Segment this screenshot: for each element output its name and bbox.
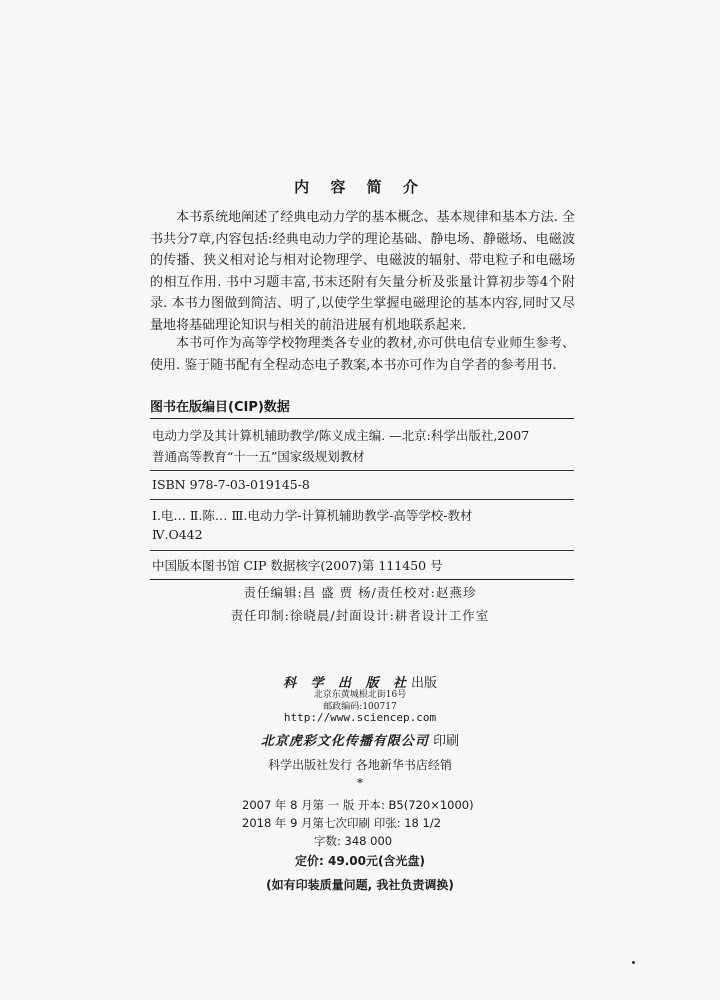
edition-word-count: 字数: 348 000 <box>314 834 393 848</box>
printer-suffix: 印刷 <box>433 734 460 749</box>
edition-line-2: 2018 年 9 月第七次印刷 印张: 18 1/2 <box>242 816 442 830</box>
price-line: 定价: 49.00元(含光盘) <box>295 854 425 868</box>
cip-divider <box>150 550 574 551</box>
cip-title-line: 电动力学及其计算机辅助教学/陈义成主编. —北京:科学出版社,2007 <box>152 428 530 443</box>
publisher-address: 北京东黄城根北街16号 <box>313 690 407 700</box>
cip-divider <box>150 499 574 500</box>
summary-paragraph-2: 本书可作为高等学校物理类各专业的教材,亦可供电信专业师生参考、使用. 鉴于随书配有全程动态电子教案,本书亦可作为自学者的参考用书. <box>150 336 575 373</box>
summary-title: 内 容 简 介 <box>294 178 426 196</box>
distribution-line: 科学出版社发行 各地新华书店经销 <box>268 758 452 772</box>
cip-divider <box>150 470 574 471</box>
cip-heading: 图书在版编目(CIP)数据 <box>150 400 290 415</box>
scan-speck <box>632 961 635 964</box>
printer-name: 北京虎彩文化传播有限公司 <box>260 734 429 749</box>
quality-notice: (如有印装质量问题, 我社负责调换) <box>266 878 454 892</box>
printer-line <box>0 730 720 749</box>
separator-star: * <box>357 776 363 790</box>
publisher-name-text: 科 学 出 版 社 <box>282 676 412 691</box>
publisher-postcode: 邮政编码:100717 <box>323 702 397 712</box>
publisher-suffix: 出版 <box>411 676 438 691</box>
cip-classification-2: Ⅳ.O442 <box>152 527 203 542</box>
credits-production-line: 责任印制:徐晓晨/封面设计:耕者设计工作室 <box>230 608 490 623</box>
cip-isbn: ISBN 978-7-03-019145-8 <box>152 477 310 492</box>
publisher-url: http://www.sciencep.com <box>283 711 437 724</box>
cip-record-number: 中国版本图书馆 CIP 数据核字(2007)第 111450 号 <box>152 558 443 573</box>
cip-series-line: 普通高等教育“十一五”国家级规划教材 <box>152 449 365 464</box>
cip-classification-1: Ⅰ.电… Ⅱ.陈… Ⅲ.电动力学-计算机辅助教学-高等学校-教材 <box>152 508 473 523</box>
credits-editor-line: 责任编辑:昌 盛 贾 杨/责任校对:赵燕珍 <box>243 585 477 600</box>
cip-box <box>150 418 574 580</box>
edition-line-1: 2007 年 8 月第 一 版 开本: B5(720×1000) <box>242 798 474 812</box>
summary-paragraph-1: 本书系统地阐述了经典电动力学的基本概念、基本规律和基本方法. 全书共分7章,内容包括:经典电动力学的理论基础、静电场、静磁场、电磁波的传播、狭义相对论与相对论物理学、电磁波的辐射、带电粒子和电磁场的相互作用. 书中习题丰富,书末还附有矢量分析及张量计算初步等4个附录. 本书力图做到简洁、明了,以使学生掌握电磁理论的基本内容,同时又尽量地将基础理论知识与相关的前沿进展有机地联系起来. <box>150 210 575 333</box>
